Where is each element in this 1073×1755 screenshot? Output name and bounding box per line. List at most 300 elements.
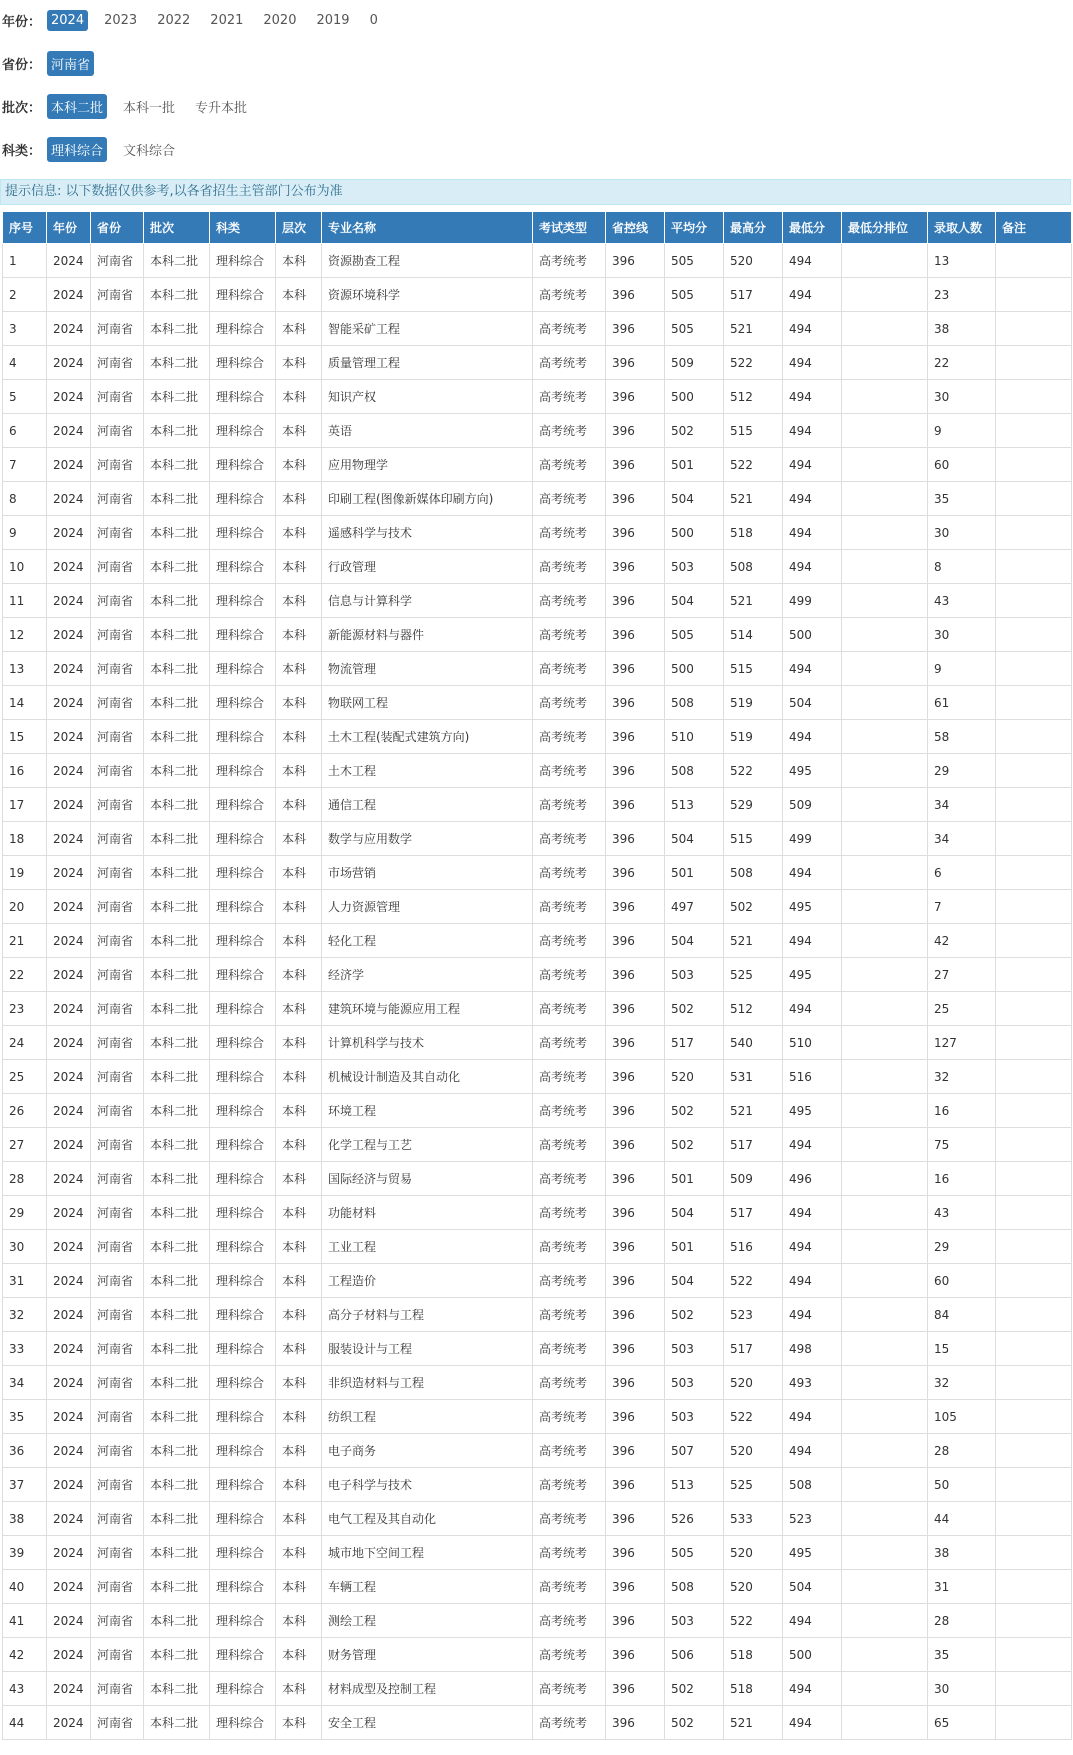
table-cell: 本科 bbox=[276, 856, 322, 890]
table-cell: 510 bbox=[783, 1026, 842, 1060]
table-cell: 500 bbox=[783, 1638, 842, 1672]
table-cell: 508 bbox=[724, 550, 783, 584]
table-row bbox=[3, 1162, 1072, 1196]
table-row bbox=[3, 312, 1072, 346]
table-cell: 本科 bbox=[276, 1638, 322, 1672]
filter-option[interactable]: 0 bbox=[369, 12, 378, 28]
table-cell: 508 bbox=[783, 1468, 842, 1502]
table-cell: 494 bbox=[783, 1706, 842, 1740]
table-cell: 高考统考 bbox=[533, 992, 606, 1026]
filter-option[interactable]: 理科综合 bbox=[47, 137, 107, 162]
table-cell: 503 bbox=[665, 1332, 724, 1366]
table-cell bbox=[842, 278, 928, 312]
filter-option[interactable]: 本科一批 bbox=[123, 100, 176, 116]
table-cell: 理科综合 bbox=[210, 312, 276, 346]
table-cell: 34 bbox=[3, 1366, 47, 1400]
table-cell: 500 bbox=[665, 380, 724, 414]
table-cell: 2024 bbox=[47, 1400, 91, 1434]
table-cell: 396 bbox=[606, 1434, 665, 1468]
table-cell: 501 bbox=[665, 1162, 724, 1196]
filter-option[interactable]: 专升本批 bbox=[195, 100, 248, 116]
table-cell bbox=[996, 1604, 1072, 1638]
table-cell: 509 bbox=[665, 346, 724, 380]
table-cell: 本科 bbox=[276, 550, 322, 584]
table-cell: 8 bbox=[928, 550, 996, 584]
table-cell: 396 bbox=[606, 312, 665, 346]
table-cell: 512 bbox=[724, 992, 783, 1026]
table-cell: 国际经济与贸易 bbox=[322, 1162, 533, 1196]
table-cell: 理科综合 bbox=[210, 1332, 276, 1366]
table-cell: 本科二批 bbox=[144, 1434, 210, 1468]
table-cell: 高考统考 bbox=[533, 380, 606, 414]
table-cell: 21 bbox=[3, 924, 47, 958]
table-cell: 496 bbox=[783, 1162, 842, 1196]
table-cell: 理科综合 bbox=[210, 1468, 276, 1502]
table-cell: 理科综合 bbox=[210, 1162, 276, 1196]
table-cell: 本科二批 bbox=[144, 312, 210, 346]
table-cell: 518 bbox=[724, 1638, 783, 1672]
table-cell: 75 bbox=[928, 1128, 996, 1162]
table-cell: 525 bbox=[724, 958, 783, 992]
table-cell: 电气工程及其自动化 bbox=[322, 1502, 533, 1536]
table-cell: 通信工程 bbox=[322, 788, 533, 822]
table-cell: 本科 bbox=[276, 1536, 322, 1570]
table-cell: 河南省 bbox=[91, 686, 144, 720]
column-header: 备注 bbox=[996, 212, 1072, 244]
table-row bbox=[3, 1128, 1072, 1162]
table-cell bbox=[842, 482, 928, 516]
table-cell: 理科综合 bbox=[210, 652, 276, 686]
table-cell: 502 bbox=[665, 414, 724, 448]
table-cell: 河南省 bbox=[91, 1094, 144, 1128]
table-cell: 517 bbox=[724, 1196, 783, 1230]
table-cell: 2024 bbox=[47, 1128, 91, 1162]
table-cell: 31 bbox=[3, 1264, 47, 1298]
table-cell: 508 bbox=[665, 686, 724, 720]
table-cell: 61 bbox=[928, 686, 996, 720]
table-cell: 河南省 bbox=[91, 1128, 144, 1162]
table-row bbox=[3, 516, 1072, 550]
table-cell: 本科 bbox=[276, 924, 322, 958]
table-cell: 494 bbox=[783, 1196, 842, 1230]
table-cell: 高考统考 bbox=[533, 550, 606, 584]
table-cell: 河南省 bbox=[91, 1264, 144, 1298]
table-cell bbox=[996, 1128, 1072, 1162]
table-row bbox=[3, 720, 1072, 754]
table-cell: 河南省 bbox=[91, 924, 144, 958]
table-cell bbox=[996, 1434, 1072, 1468]
table-cell: 43 bbox=[928, 584, 996, 618]
table-row bbox=[3, 550, 1072, 584]
table-cell: 服装设计与工程 bbox=[322, 1332, 533, 1366]
table-cell: 526 bbox=[665, 1502, 724, 1536]
table-cell: 河南省 bbox=[91, 1570, 144, 1604]
table-cell: 2024 bbox=[47, 380, 91, 414]
table-cell: 508 bbox=[724, 856, 783, 890]
table-cell: 127 bbox=[928, 1026, 996, 1060]
table-cell: 502 bbox=[665, 1298, 724, 1332]
table-cell: 38 bbox=[3, 1502, 47, 1536]
table-cell bbox=[842, 346, 928, 380]
table-cell: 42 bbox=[3, 1638, 47, 1672]
table-row bbox=[3, 924, 1072, 958]
filter-option[interactable]: 2019 bbox=[316, 12, 350, 28]
table-cell: 本科 bbox=[276, 1366, 322, 1400]
table-cell: 高考统考 bbox=[533, 822, 606, 856]
table-cell: 理科综合 bbox=[210, 720, 276, 754]
table-cell: 本科二批 bbox=[144, 1060, 210, 1094]
table-cell: 信息与计算科学 bbox=[322, 584, 533, 618]
table-cell: 41 bbox=[3, 1604, 47, 1638]
table-cell: 建筑环境与能源应用工程 bbox=[322, 992, 533, 1026]
table-cell: 32 bbox=[928, 1060, 996, 1094]
table-cell: 本科 bbox=[276, 448, 322, 482]
table-cell: 高分子材料与工程 bbox=[322, 1298, 533, 1332]
table-cell: 高考统考 bbox=[533, 1230, 606, 1264]
table-cell: 资源环境科学 bbox=[322, 278, 533, 312]
table-cell: 396 bbox=[606, 1298, 665, 1332]
table-row bbox=[3, 1468, 1072, 1502]
table-cell bbox=[842, 958, 928, 992]
table-cell: 理科综合 bbox=[210, 1230, 276, 1264]
table-row bbox=[3, 244, 1072, 278]
table-cell: 16 bbox=[3, 754, 47, 788]
table-cell: 396 bbox=[606, 1536, 665, 1570]
table-cell: 本科 bbox=[276, 244, 322, 278]
table-cell bbox=[996, 1502, 1072, 1536]
table-cell: 31 bbox=[928, 1570, 996, 1604]
table-cell: 494 bbox=[783, 278, 842, 312]
table-cell: 516 bbox=[783, 1060, 842, 1094]
table-cell: 504 bbox=[665, 584, 724, 618]
table-cell: 508 bbox=[665, 1570, 724, 1604]
table-cell bbox=[842, 686, 928, 720]
table-cell: 功能材料 bbox=[322, 1196, 533, 1230]
table-cell: 理科综合 bbox=[210, 822, 276, 856]
table-cell: 11 bbox=[3, 584, 47, 618]
table-cell: 521 bbox=[724, 312, 783, 346]
table-cell: 河南省 bbox=[91, 720, 144, 754]
table-cell: 396 bbox=[606, 958, 665, 992]
table-cell: 2024 bbox=[47, 550, 91, 584]
table-cell: 2024 bbox=[47, 414, 91, 448]
table-cell: 516 bbox=[724, 1230, 783, 1264]
table-cell: 本科 bbox=[276, 958, 322, 992]
table-cell bbox=[996, 652, 1072, 686]
table-cell: 本科二批 bbox=[144, 924, 210, 958]
table-cell bbox=[842, 822, 928, 856]
table-cell: 人力资源管理 bbox=[322, 890, 533, 924]
table-cell: 494 bbox=[783, 414, 842, 448]
table-cell: 本科二批 bbox=[144, 1502, 210, 1536]
table-cell: 河南省 bbox=[91, 1162, 144, 1196]
table-cell: 电子商务 bbox=[322, 1434, 533, 1468]
table-cell: 理科综合 bbox=[210, 1570, 276, 1604]
table-row bbox=[3, 1094, 1072, 1128]
filter-option[interactable]: 2023 bbox=[104, 12, 138, 28]
table-cell: 2024 bbox=[47, 1468, 91, 1502]
table-cell: 2024 bbox=[47, 1196, 91, 1230]
table-cell: 本科二批 bbox=[144, 1536, 210, 1570]
table-cell: 测绘工程 bbox=[322, 1604, 533, 1638]
table-cell: 物流管理 bbox=[322, 652, 533, 686]
table-cell: 环境工程 bbox=[322, 1094, 533, 1128]
table-cell: 28 bbox=[928, 1434, 996, 1468]
table-cell: 河南省 bbox=[91, 890, 144, 924]
table-cell bbox=[842, 1196, 928, 1230]
table-cell: 河南省 bbox=[91, 754, 144, 788]
table-cell bbox=[996, 1706, 1072, 1740]
table-cell: 17 bbox=[3, 788, 47, 822]
table-cell: 396 bbox=[606, 1570, 665, 1604]
table-cell bbox=[842, 856, 928, 890]
table-cell: 本科 bbox=[276, 1400, 322, 1434]
table-cell: 42 bbox=[928, 924, 996, 958]
table-cell: 理科综合 bbox=[210, 1536, 276, 1570]
table-cell: 本科二批 bbox=[144, 1230, 210, 1264]
table-cell: 504 bbox=[665, 1196, 724, 1230]
table-cell: 19 bbox=[3, 856, 47, 890]
column-header: 录取人数 bbox=[928, 212, 996, 244]
table-cell: 高考统考 bbox=[533, 856, 606, 890]
table-cell bbox=[996, 1672, 1072, 1706]
table-cell: 本科 bbox=[276, 1298, 322, 1332]
table-cell: 16 bbox=[928, 1094, 996, 1128]
table-cell: 494 bbox=[783, 720, 842, 754]
table-cell: 高考统考 bbox=[533, 618, 606, 652]
table-cell: 本科二批 bbox=[144, 1298, 210, 1332]
table-cell: 河南省 bbox=[91, 1332, 144, 1366]
table-cell: 本科 bbox=[276, 720, 322, 754]
table-cell: 34 bbox=[928, 788, 996, 822]
table-cell bbox=[842, 1366, 928, 1400]
table-cell: 河南省 bbox=[91, 1366, 144, 1400]
table-cell: 理科综合 bbox=[210, 1706, 276, 1740]
filter-option[interactable]: 河南省 bbox=[47, 51, 94, 76]
table-cell: 494 bbox=[783, 652, 842, 686]
table-cell: 15 bbox=[3, 720, 47, 754]
table-cell bbox=[842, 1298, 928, 1332]
table-cell: 高考统考 bbox=[533, 720, 606, 754]
table-cell: 510 bbox=[665, 720, 724, 754]
table-cell: 13 bbox=[3, 652, 47, 686]
table-cell: 33 bbox=[3, 1332, 47, 1366]
table-cell: 河南省 bbox=[91, 1706, 144, 1740]
table-cell bbox=[996, 1196, 1072, 1230]
table-cell: 高考统考 bbox=[533, 1026, 606, 1060]
table-cell: 35 bbox=[928, 482, 996, 516]
table-cell: 531 bbox=[724, 1060, 783, 1094]
table-cell: 本科 bbox=[276, 1162, 322, 1196]
table-cell: 理科综合 bbox=[210, 414, 276, 448]
table-row bbox=[3, 652, 1072, 686]
table-cell: 高考统考 bbox=[533, 584, 606, 618]
category-options bbox=[47, 137, 191, 162]
table-cell: 494 bbox=[783, 1604, 842, 1638]
table-cell: 3 bbox=[3, 312, 47, 346]
table-cell: 本科 bbox=[276, 312, 322, 346]
table-row bbox=[3, 1298, 1072, 1332]
table-cell: 521 bbox=[724, 1706, 783, 1740]
table-cell: 396 bbox=[606, 380, 665, 414]
table-cell: 515 bbox=[724, 414, 783, 448]
table-cell: 本科二批 bbox=[144, 1026, 210, 1060]
table-cell: 河南省 bbox=[91, 992, 144, 1026]
table-cell: 高考统考 bbox=[533, 1706, 606, 1740]
table-cell: 533 bbox=[724, 1502, 783, 1536]
table-cell: 理科综合 bbox=[210, 584, 276, 618]
table-cell: 32 bbox=[3, 1298, 47, 1332]
table-cell: 502 bbox=[665, 992, 724, 1026]
table-cell: 30 bbox=[928, 1672, 996, 1706]
table-cell: 土木工程 bbox=[322, 754, 533, 788]
table-cell: 印刷工程(图像新媒体印刷方向) bbox=[322, 482, 533, 516]
table-cell: 高考统考 bbox=[533, 1434, 606, 1468]
table-cell: 523 bbox=[783, 1502, 842, 1536]
table-cell: 2024 bbox=[47, 1604, 91, 1638]
table-cell: 5 bbox=[3, 380, 47, 414]
table-cell: 29 bbox=[928, 754, 996, 788]
table-cell: 2024 bbox=[47, 1502, 91, 1536]
table-cell: 2024 bbox=[47, 1434, 91, 1468]
table-cell bbox=[842, 1094, 928, 1128]
table-cell: 494 bbox=[783, 1298, 842, 1332]
column-header: 科类 bbox=[210, 212, 276, 244]
table-cell bbox=[996, 1468, 1072, 1502]
table-cell bbox=[996, 618, 1072, 652]
table-cell: 理科综合 bbox=[210, 958, 276, 992]
table-cell: 2024 bbox=[47, 754, 91, 788]
filter-option[interactable]: 2024 bbox=[47, 10, 88, 31]
table-cell: 503 bbox=[665, 1400, 724, 1434]
table-row bbox=[3, 822, 1072, 856]
filter-option[interactable]: 本科二批 bbox=[47, 94, 107, 119]
table-cell: 高考统考 bbox=[533, 516, 606, 550]
table-cell: 经济学 bbox=[322, 958, 533, 992]
table-cell: 396 bbox=[606, 448, 665, 482]
score-table-wrapper bbox=[2, 211, 1071, 1740]
filter-option[interactable]: 文科综合 bbox=[123, 143, 176, 159]
table-cell: 520 bbox=[724, 244, 783, 278]
table-row bbox=[3, 584, 1072, 618]
filter-option[interactable]: 2021 bbox=[210, 12, 244, 28]
table-row bbox=[3, 1570, 1072, 1604]
table-cell bbox=[996, 448, 1072, 482]
table-cell: 河南省 bbox=[91, 1298, 144, 1332]
table-row bbox=[3, 788, 1072, 822]
table-cell: 2024 bbox=[47, 1672, 91, 1706]
table-cell: 396 bbox=[606, 1638, 665, 1672]
table-cell: 本科 bbox=[276, 1060, 322, 1094]
table-cell: 396 bbox=[606, 1706, 665, 1740]
table-cell: 河南省 bbox=[91, 1060, 144, 1094]
table-cell: 396 bbox=[606, 924, 665, 958]
table-cell: 河南省 bbox=[91, 1536, 144, 1570]
table-cell: 理科综合 bbox=[210, 482, 276, 516]
table-cell: 521 bbox=[724, 584, 783, 618]
table-cell: 本科二批 bbox=[144, 1638, 210, 1672]
table-cell: 高考统考 bbox=[533, 958, 606, 992]
table-cell: 电子科学与技术 bbox=[322, 1468, 533, 1502]
table-cell bbox=[996, 584, 1072, 618]
table-cell bbox=[996, 1298, 1072, 1332]
table-cell: 河南省 bbox=[91, 958, 144, 992]
table-cell: 505 bbox=[665, 312, 724, 346]
filter-option[interactable]: 2022 bbox=[157, 12, 191, 28]
column-header: 省控线 bbox=[606, 212, 665, 244]
year-options bbox=[47, 10, 394, 31]
table-cell: 495 bbox=[783, 890, 842, 924]
table-cell: 494 bbox=[783, 1230, 842, 1264]
table-cell: 2024 bbox=[47, 1060, 91, 1094]
table-cell bbox=[842, 1060, 928, 1094]
table-cell: 518 bbox=[724, 516, 783, 550]
table-cell: 2024 bbox=[47, 312, 91, 346]
table-cell: 396 bbox=[606, 1162, 665, 1196]
table-cell: 519 bbox=[724, 686, 783, 720]
table-cell: 2024 bbox=[47, 618, 91, 652]
table-cell bbox=[842, 652, 928, 686]
table-cell: 500 bbox=[665, 652, 724, 686]
table-cell: 理科综合 bbox=[210, 754, 276, 788]
table-cell: 396 bbox=[606, 1502, 665, 1536]
table-cell: 高考统考 bbox=[533, 1638, 606, 1672]
table-cell: 504 bbox=[783, 686, 842, 720]
table-cell: 本科 bbox=[276, 1332, 322, 1366]
table-cell: 车辆工程 bbox=[322, 1570, 533, 1604]
table-cell: 396 bbox=[606, 686, 665, 720]
table-cell: 2024 bbox=[47, 856, 91, 890]
table-cell: 本科 bbox=[276, 890, 322, 924]
table-cell: 本科二批 bbox=[144, 1264, 210, 1298]
table-cell: 396 bbox=[606, 992, 665, 1026]
table-cell: 504 bbox=[665, 482, 724, 516]
table-cell: 494 bbox=[783, 346, 842, 380]
table-cell: 494 bbox=[783, 924, 842, 958]
table-cell: 高考统考 bbox=[533, 1366, 606, 1400]
table-cell bbox=[996, 1570, 1072, 1604]
table-cell: 本科 bbox=[276, 1230, 322, 1264]
table-cell: 40 bbox=[3, 1570, 47, 1604]
table-cell bbox=[842, 890, 928, 924]
table-cell: 494 bbox=[783, 1434, 842, 1468]
table-cell: 502 bbox=[665, 1094, 724, 1128]
table-cell: 2024 bbox=[47, 1706, 91, 1740]
table-cell: 非织造材料与工程 bbox=[322, 1366, 533, 1400]
table-cell: 505 bbox=[665, 244, 724, 278]
filter-option[interactable]: 2020 bbox=[263, 12, 297, 28]
table-cell: 498 bbox=[783, 1332, 842, 1366]
table-cell: 本科 bbox=[276, 1196, 322, 1230]
table-cell: 本科 bbox=[276, 1502, 322, 1536]
table-cell: 理科综合 bbox=[210, 1502, 276, 1536]
table-cell: 本科二批 bbox=[144, 346, 210, 380]
table-cell: 7 bbox=[928, 890, 996, 924]
table-cell: 理科综合 bbox=[210, 1264, 276, 1298]
table-cell: 河南省 bbox=[91, 856, 144, 890]
table-cell: 30 bbox=[928, 516, 996, 550]
table-cell: 本科 bbox=[276, 278, 322, 312]
table-cell: 本科二批 bbox=[144, 1604, 210, 1638]
table-cell: 503 bbox=[665, 1366, 724, 1400]
table-cell bbox=[842, 1570, 928, 1604]
table-row bbox=[3, 1672, 1072, 1706]
table-cell bbox=[842, 1332, 928, 1366]
table-cell: 本科二批 bbox=[144, 856, 210, 890]
table-cell: 396 bbox=[606, 1264, 665, 1298]
table-row bbox=[3, 958, 1072, 992]
table-cell: 河南省 bbox=[91, 482, 144, 516]
